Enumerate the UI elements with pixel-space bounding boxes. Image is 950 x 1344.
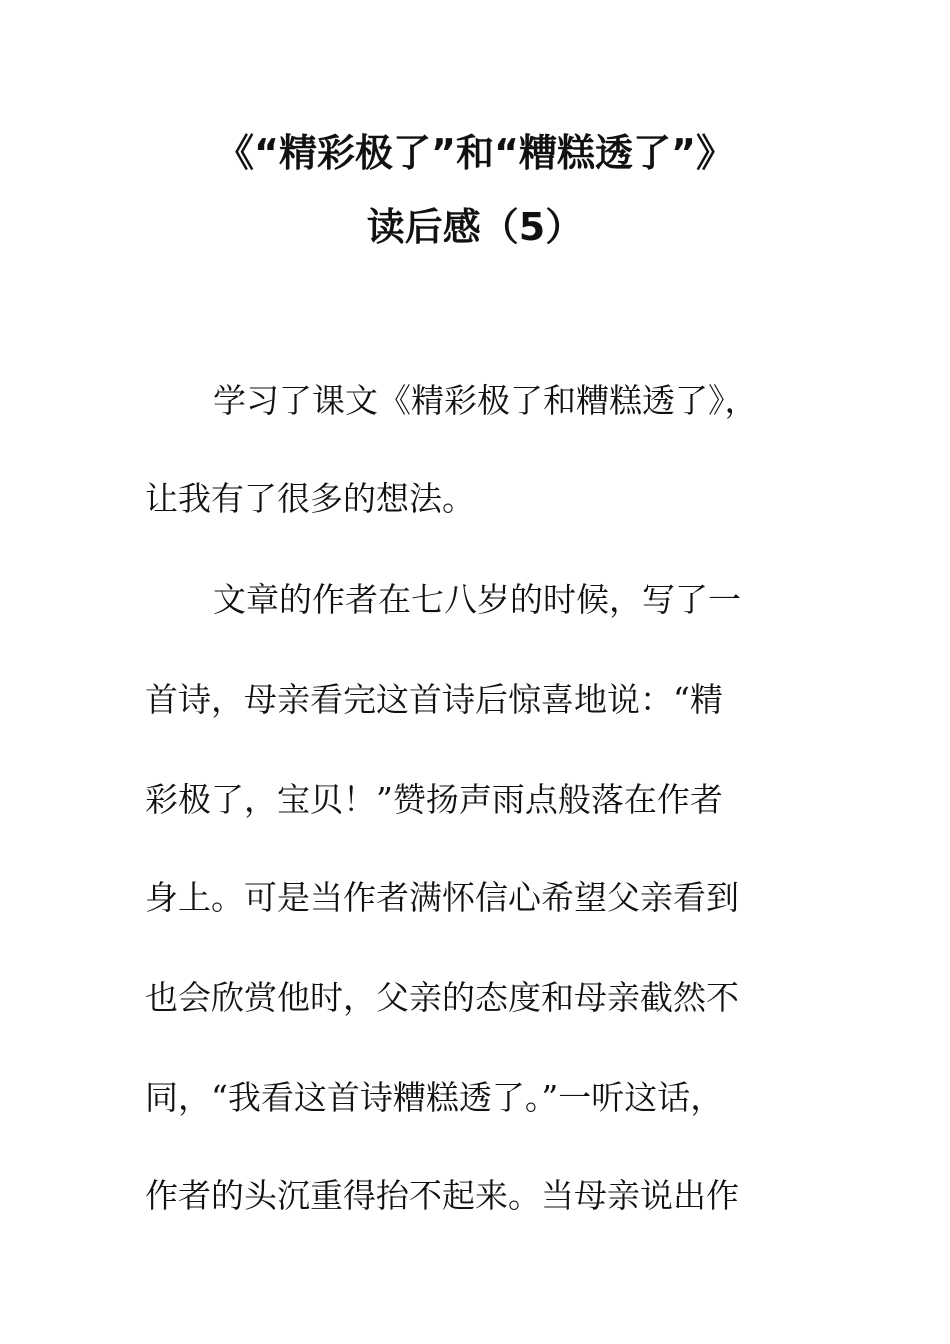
paragraph-line: 作者的头沉重得抬不起来。当母亲说出作 xyxy=(145,1176,739,1215)
paragraph-line: 首诗，母亲看完这首诗后惊喜地说：“精 xyxy=(145,680,723,719)
paragraph-line: 身上。可是当作者满怀信心希望父亲看到 xyxy=(145,878,739,917)
paragraph-line: 让我有了很多的想法。 xyxy=(145,479,475,518)
paragraph-line: 学习了课文《精彩极了和糟糕透了》， xyxy=(213,381,758,420)
paragraph-line: 同，“我看这首诗糟糕透了。”一听这话， xyxy=(145,1078,724,1117)
document-subtitle: 读后感（5） xyxy=(366,205,584,249)
paragraph-line: 也会欣赏他时，父亲的态度和母亲截然不 xyxy=(145,978,739,1017)
paragraph-line: 文章的作者在七八岁的时候，写了一 xyxy=(213,580,741,619)
document-title: 《“精彩极了”和“糟糕透了”》 xyxy=(216,131,734,175)
paragraph-line: 彩极了，宝贝！”赞扬声雨点般落在作者 xyxy=(145,780,723,819)
